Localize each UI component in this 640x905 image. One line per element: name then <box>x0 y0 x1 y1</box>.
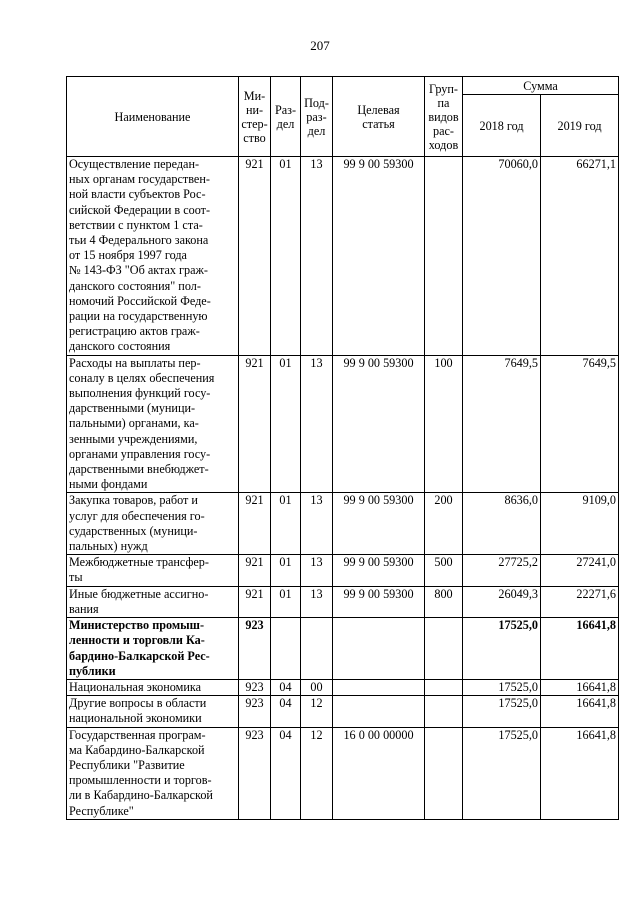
row-sum-2018: 7649,5 <box>463 355 541 493</box>
budget-table <box>66 76 619 820</box>
table-row <box>67 618 619 680</box>
row-name: Государственная програм- ма Кабардино-Балкарской Республики "Развитие промышленности и торгов- ли в Кабардино-Балкарской Республике" <box>67 727 239 819</box>
row-ministry: 921 <box>239 586 271 617</box>
row-sum-2018: 26049,3 <box>463 586 541 617</box>
header-target-article: Целевая статья <box>333 77 425 157</box>
header-expense-group: Груп- па видов рас- ходов <box>425 77 463 157</box>
row-sum-2019: 16641,8 <box>541 727 619 819</box>
row-article <box>333 679 425 695</box>
row-expense-group <box>425 618 463 680</box>
row-ministry: 923 <box>239 618 271 680</box>
row-subsection: 13 <box>301 493 333 555</box>
row-expense-group: 500 <box>425 555 463 586</box>
row-subsection: 13 <box>301 157 333 356</box>
row-name: Национальная экономика <box>67 679 239 695</box>
row-subsection <box>301 618 333 680</box>
header-section: Раз- дел <box>271 77 301 157</box>
row-name: Другие вопросы в области национальной экономики <box>67 696 239 727</box>
row-name: Иные бюджетные ассигно- вания <box>67 586 239 617</box>
row-article: 99 9 00 59300 <box>333 586 425 617</box>
row-expense-group <box>425 157 463 356</box>
row-article: 99 9 00 59300 <box>333 555 425 586</box>
page-number: 207 <box>310 38 330 53</box>
row-ministry: 921 <box>239 555 271 586</box>
header-sum: Сумма <box>463 77 619 95</box>
table-row <box>67 679 619 695</box>
row-expense-group <box>425 727 463 819</box>
row-article <box>333 696 425 727</box>
row-sum-2018: 17525,0 <box>463 679 541 695</box>
header-year-2019: 2019 год <box>541 95 619 157</box>
row-subsection: 12 <box>301 727 333 819</box>
row-section <box>271 618 301 680</box>
row-name: Расходы на выплаты пер- соналу в целях обеспечения выполнения функций госу- дарственными (муници- пальными) органами, ка- зенными учреждениями, органами управления госу- дарственными внебюджет- ными фондами <box>67 355 239 493</box>
row-name: Межбюджетные трансфер- ты <box>67 555 239 586</box>
row-sum-2018: 70060,0 <box>463 157 541 356</box>
row-sum-2018: 17525,0 <box>463 618 541 680</box>
table-header <box>67 77 619 157</box>
row-sum-2019: 16641,8 <box>541 679 619 695</box>
row-name: Закупка товаров, работ и услуг для обеспечения го- сударственных (муници- пальных) нужд <box>67 493 239 555</box>
table-row <box>67 696 619 727</box>
row-name: Министерство промыш- ленности и торговли Ка- бардино-Балкарской Рес- публики <box>67 618 239 680</box>
row-ministry: 921 <box>239 493 271 555</box>
row-name: Осуществление передан- ных органам государствен- ной власти субъектов Рос- сийской Федерации в соот- ветствии с пунктом 1 ста- тьи 4 Федерального закона от 15 ноября 1997 года № 143-ФЗ "Об актах граж- данского состояния" пол- номочий Российской Феде- рации на государственную регистрацию актов граж- данского состояния <box>67 157 239 356</box>
row-expense-group <box>425 679 463 695</box>
row-subsection: 13 <box>301 555 333 586</box>
row-sum-2019: 22271,6 <box>541 586 619 617</box>
row-ministry: 923 <box>239 696 271 727</box>
row-section: 01 <box>271 355 301 493</box>
table-row <box>67 493 619 555</box>
table-row <box>67 157 619 356</box>
row-article: 16 0 00 00000 <box>333 727 425 819</box>
row-section: 01 <box>271 555 301 586</box>
row-sum-2019: 27241,0 <box>541 555 619 586</box>
row-section: 01 <box>271 493 301 555</box>
table-row <box>67 355 619 493</box>
row-section: 04 <box>271 696 301 727</box>
row-ministry: 921 <box>239 157 271 356</box>
row-expense-group <box>425 696 463 727</box>
row-subsection: 12 <box>301 696 333 727</box>
row-sum-2019: 16641,8 <box>541 696 619 727</box>
table-row <box>67 555 619 586</box>
row-sum-2019: 16641,8 <box>541 618 619 680</box>
header-ministry: Ми- ни- стер- ство <box>239 77 271 157</box>
row-sum-2019: 7649,5 <box>541 355 619 493</box>
row-ministry: 923 <box>239 727 271 819</box>
row-section: 01 <box>271 586 301 617</box>
table-row <box>67 586 619 617</box>
row-expense-group: 100 <box>425 355 463 493</box>
row-sum-2018: 8636,0 <box>463 493 541 555</box>
row-expense-group: 800 <box>425 586 463 617</box>
row-article: 99 9 00 59300 <box>333 493 425 555</box>
row-article <box>333 618 425 680</box>
row-ministry: 923 <box>239 679 271 695</box>
row-article: 99 9 00 59300 <box>333 157 425 356</box>
row-subsection: 13 <box>301 355 333 493</box>
row-expense-group: 200 <box>425 493 463 555</box>
row-sum-2018: 27725,2 <box>463 555 541 586</box>
row-ministry: 921 <box>239 355 271 493</box>
row-section: 04 <box>271 679 301 695</box>
row-section: 04 <box>271 727 301 819</box>
table-body <box>67 157 619 820</box>
header-year-2018: 2018 год <box>463 95 541 157</box>
header-name: Наименование <box>67 77 239 157</box>
row-article: 99 9 00 59300 <box>333 355 425 493</box>
row-subsection: 13 <box>301 586 333 617</box>
row-section: 01 <box>271 157 301 356</box>
row-sum-2019: 66271,1 <box>541 157 619 356</box>
row-subsection: 00 <box>301 679 333 695</box>
table-row <box>67 727 619 819</box>
row-sum-2019: 9109,0 <box>541 493 619 555</box>
row-sum-2018: 17525,0 <box>463 727 541 819</box>
header-subsection: Под- раз- дел <box>301 77 333 157</box>
row-sum-2018: 17525,0 <box>463 696 541 727</box>
